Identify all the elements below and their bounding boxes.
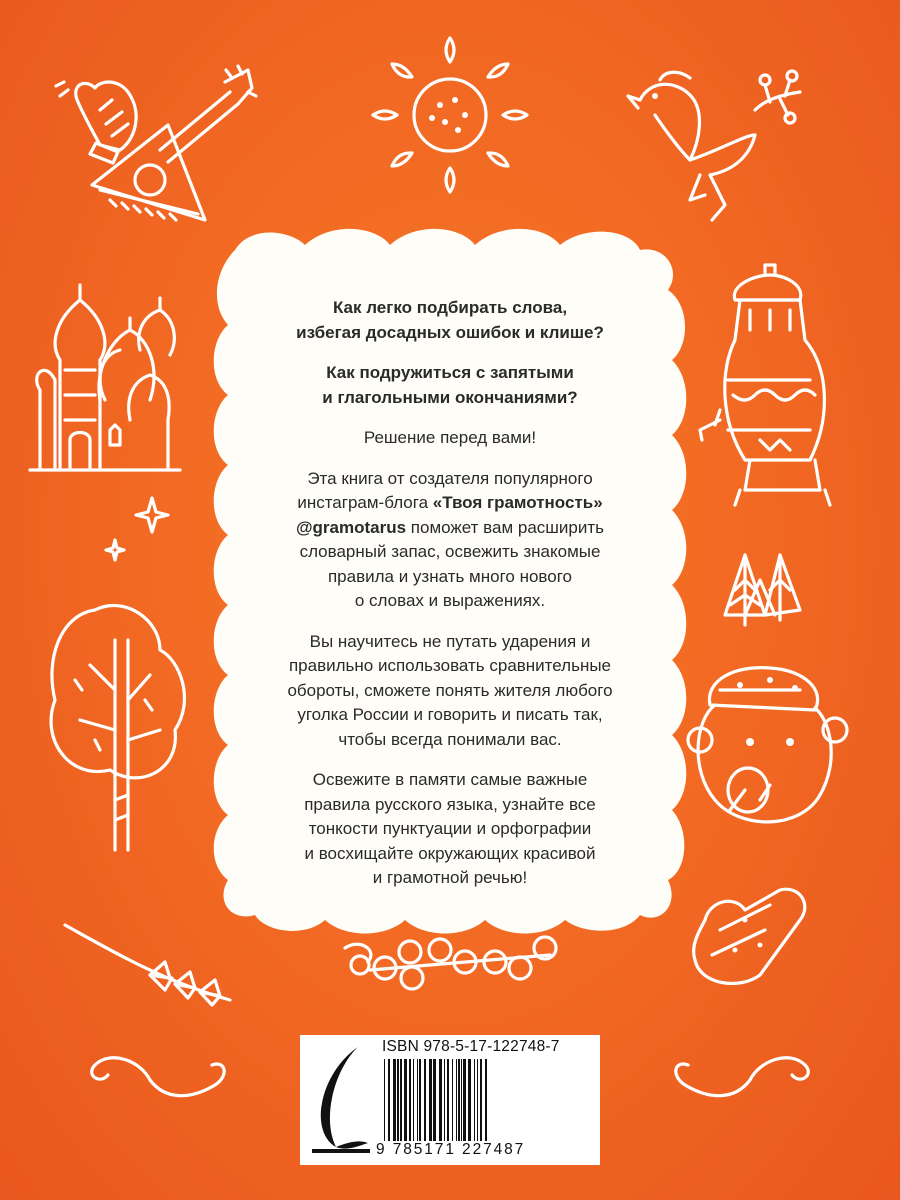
blurb-text bbox=[250, 296, 650, 907]
text-line: Вы научитесь не путать ударения и bbox=[309, 631, 591, 651]
barcode-bar bbox=[409, 1059, 411, 1141]
blog-name: «Твоя грамотность» bbox=[432, 493, 603, 512]
barcode-bar bbox=[456, 1059, 457, 1141]
text-line: тонкости пунктуации и орфографии bbox=[308, 819, 592, 838]
text-line: словарный запас, освежить знакомые bbox=[299, 542, 601, 561]
publisher-logo-icon bbox=[306, 1043, 376, 1155]
barcode-bar bbox=[404, 1059, 407, 1141]
barcode-bar bbox=[452, 1059, 453, 1141]
barcode-bar bbox=[485, 1059, 487, 1141]
isbn-barcode-box bbox=[300, 1035, 600, 1165]
blurb-paragraph-3 bbox=[250, 768, 650, 891]
barcode-bar bbox=[463, 1059, 466, 1141]
barcode bbox=[382, 1059, 592, 1141]
barcode-bar bbox=[480, 1059, 482, 1141]
barcode-bar bbox=[474, 1059, 475, 1141]
barcode-bar bbox=[413, 1059, 414, 1141]
barcode-bar bbox=[468, 1059, 471, 1141]
isbn-label: ISBN 978-5-17-122748-7 bbox=[382, 1038, 560, 1055]
barcode-bar bbox=[461, 1059, 462, 1141]
barcode-bar bbox=[419, 1059, 421, 1141]
text-line: поможет вам расширить bbox=[406, 517, 605, 537]
barcode-bar bbox=[477, 1059, 478, 1141]
barcode-bar bbox=[424, 1059, 426, 1141]
barcode-bar bbox=[384, 1059, 385, 1141]
text-line: и глагольными окончаниями? bbox=[322, 387, 578, 407]
blurb-paragraph-2 bbox=[250, 630, 650, 753]
barcode-bar bbox=[400, 1059, 402, 1141]
barcode-bar bbox=[458, 1059, 460, 1141]
text-line: Как подружиться с запятыми bbox=[326, 363, 574, 382]
text-line: правила русского языка, узнайте все bbox=[304, 794, 596, 814]
barcode-bar bbox=[393, 1059, 396, 1141]
barcode-bar bbox=[397, 1059, 399, 1141]
text-line: инстаграм-блога bbox=[297, 493, 433, 512]
barcode-bar bbox=[433, 1059, 436, 1141]
text-line: чтобы всегда понимали вас. bbox=[338, 729, 562, 749]
text-line: обороты, сможете понять жителя любого bbox=[287, 680, 613, 700]
text-line: и грамотной речью! bbox=[372, 868, 528, 887]
blog-handle: @gramotarus bbox=[295, 517, 407, 537]
blurb-paragraph-1 bbox=[250, 467, 650, 614]
text-line: и восхищайте окружающих красивой bbox=[304, 843, 596, 863]
barcode-bar bbox=[417, 1059, 418, 1141]
text-line: Эта книга от создателя популярного bbox=[307, 468, 593, 488]
text-line: правила и узнать много нового bbox=[327, 566, 573, 586]
barcode-bar bbox=[444, 1059, 445, 1141]
text-line: правильно использовать сравнительные bbox=[288, 656, 612, 675]
text-line: избегая досадных ошибок и клише? bbox=[296, 322, 604, 342]
text-line: о словах и выражениях. bbox=[354, 591, 546, 610]
barcode-bar bbox=[388, 1059, 390, 1141]
text-line: Освежите в памяти самые важные bbox=[312, 770, 588, 789]
barcode-bar bbox=[447, 1059, 449, 1141]
blurb-solution: Решение перед вами! bbox=[363, 428, 537, 447]
barcode-number: 9 785171 227487 bbox=[376, 1141, 526, 1158]
text-line: уголка России и говорить и писать так, bbox=[297, 705, 603, 724]
barcode-bar bbox=[429, 1059, 432, 1141]
barcode-bar bbox=[439, 1059, 442, 1141]
blurb-question-2 bbox=[250, 361, 650, 410]
text-line: Как легко подбирать слова, bbox=[332, 298, 568, 317]
blurb-question-1 bbox=[250, 296, 650, 345]
